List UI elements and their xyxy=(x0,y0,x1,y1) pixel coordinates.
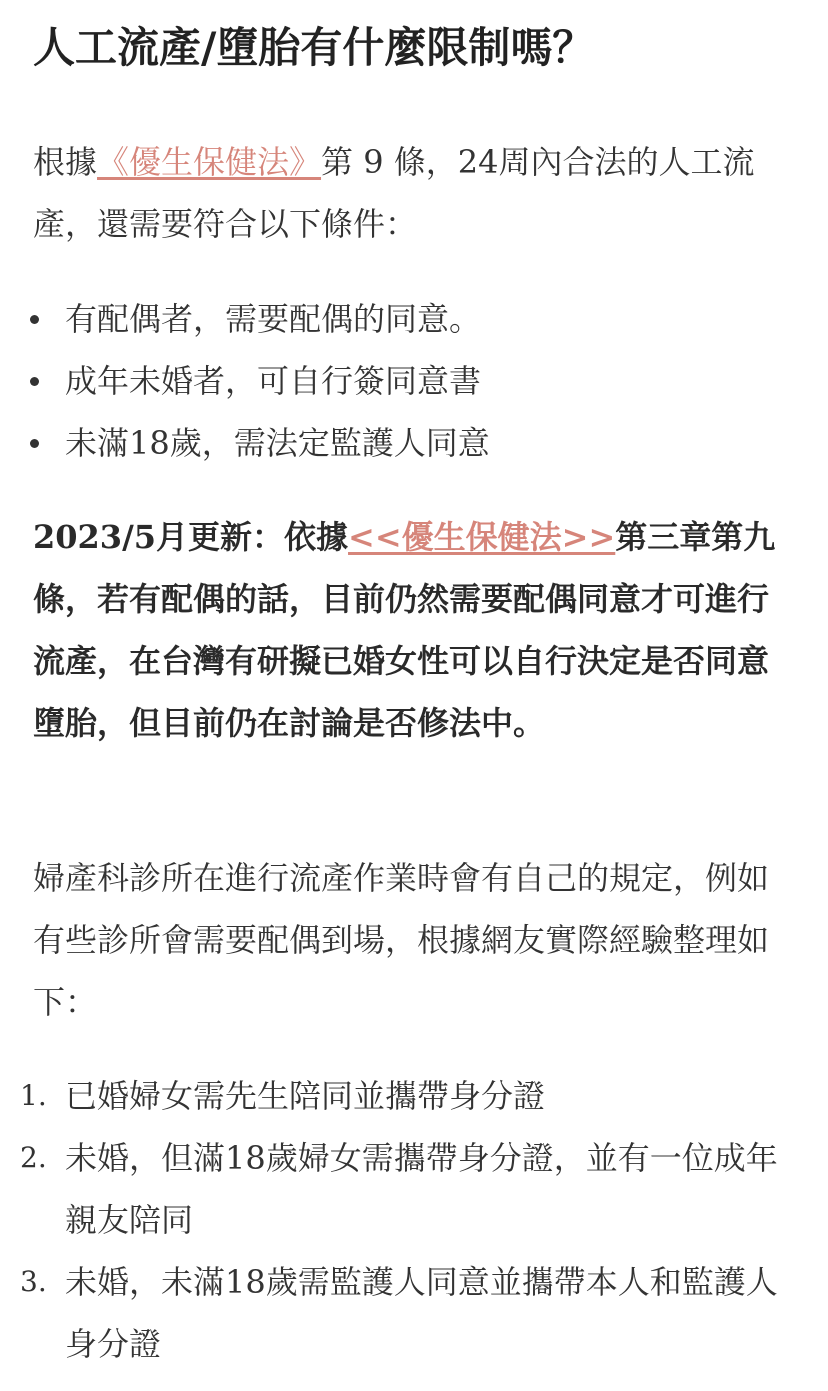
eugenic-health-act-link[interactable]: 《優生保健法》 xyxy=(97,143,322,181)
page-title: 人工流產/墮胎有什麼限制嗎？ xyxy=(33,23,595,72)
bullet-icon xyxy=(30,315,39,324)
list-item xyxy=(0,412,828,474)
conditions-list xyxy=(0,288,828,474)
eugenic-health-act-update-link[interactable]: <<優生保健法>> xyxy=(348,518,616,556)
requirement-text: 已婚婦女需先生陪同並攜帶身分證 xyxy=(65,1077,546,1115)
condition-text: 成年未婚者，可自行簽同意書 xyxy=(65,362,482,400)
requirement-text: 未婚，但滿18歲婦女需攜帶身分證，並有一位成年親友陪同 xyxy=(65,1139,778,1239)
intro-prefix: 根據 xyxy=(33,143,98,181)
item-number: 1. xyxy=(20,1079,47,1112)
update-suffix: 第三章第九條，若有配偶的話，目前仍然需要配偶同意才可進行流產，在台灣有研擬已婚女性可以自行決定是否同意墮胎，但目前仍在討論是否修法中。 xyxy=(33,518,776,742)
update-prefix: 2023/5月更新：依據 xyxy=(33,518,349,556)
clinic-note-paragraph: 婦產科診所在進行流產作業時會有自己的規定，例如有些診所會需要配偶到場，根據網友實際經驗整理如下： xyxy=(33,859,770,1021)
condition-text: 有配偶者，需要配偶的同意。 xyxy=(65,300,482,338)
bullet-icon xyxy=(30,377,39,386)
requirement-text: 未婚，未滿18歲需監護人同意並攜帶本人和監護人身分證 xyxy=(65,1263,778,1363)
update-paragraph xyxy=(33,506,793,754)
requirements-list xyxy=(0,1065,828,1375)
list-item xyxy=(0,1065,795,1127)
list-item xyxy=(0,1251,795,1375)
intro-suffix: 第 9 條，24周內合法的人工流產，還需要符合以下條件： xyxy=(33,143,755,243)
list-item xyxy=(0,350,828,412)
bullet-icon xyxy=(30,439,39,448)
item-number: 2. xyxy=(20,1141,47,1174)
list-item xyxy=(0,288,828,350)
item-number: 3. xyxy=(20,1265,47,1298)
intro-paragraph xyxy=(33,131,793,255)
list-item xyxy=(0,1127,795,1251)
condition-text: 未滿18歲，需法定監護人同意 xyxy=(65,424,490,462)
